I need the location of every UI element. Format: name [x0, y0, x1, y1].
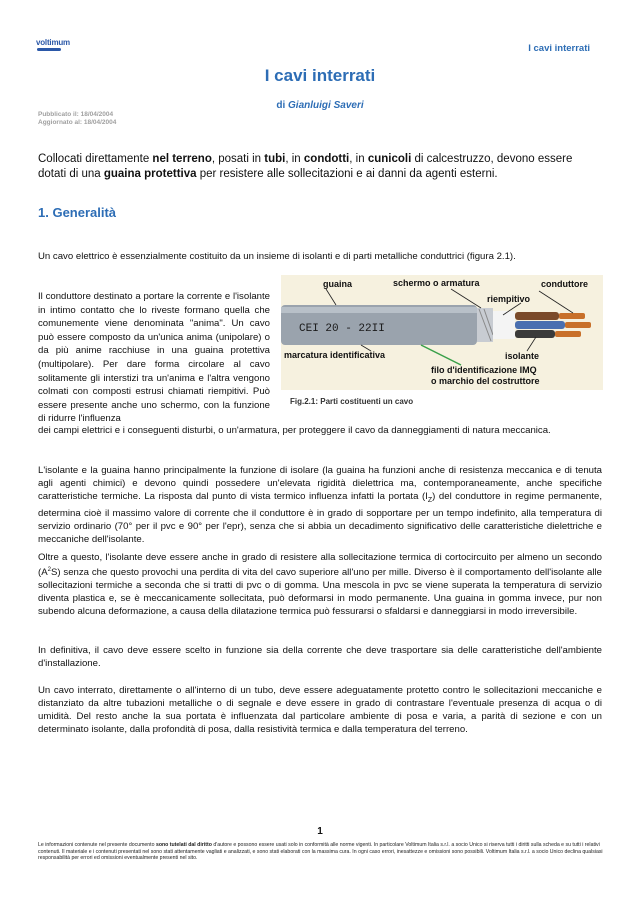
paragraph-6: Un cavo interrato, direttamente o all'interno di un tubo, deve essere adeguatamente protetto contro le sollecitazioni meccaniche e distanziato da altre tubazioni metalliche o di segnale e deve essere in grado di contrastare l'eventuale presenza di acqua o di umidità. Del resto anche la sua portata è influenzata dal particolare ambiente di posa e varia, a parità di sezione e con un determinato isolante, dalla profondità di posa, dalla resistività termica e dalla temperatura del terreno. — [38, 685, 602, 735]
text-run: d'autore e possono essere usati solo in conformità alle norme vigenti. In particolare Voltimum Italia s.r.l. a socio Unico si riserva tutti i diritti sulla scheda e su tutti i relativi contenuti. Il materiale e i contenuti presentati nel sono stati attentamente vagliati e analizzati, e sono stati elaborati con la massima cura. In ogni caso errori, inesattezze e omissioni sono possibili. Voltimum Italia s.r.l. a socio Unico declina qualsiasi responsabilità per errori ed omissioni eventualmente presenti nel sito. — [38, 842, 603, 862]
legal-footer — [38, 842, 603, 862]
sheath-highlight — [281, 307, 477, 313]
text-run: , posati in — [211, 153, 265, 165]
label-schermo: schermo o armatura — [393, 278, 480, 288]
section-heading-generalita: 1. Generalità — [38, 205, 117, 220]
byline-prefix: di — [276, 100, 286, 111]
publication-dates — [38, 111, 116, 127]
cable-figure — [281, 275, 603, 390]
text-run: L'isolante e la guaina hanno principalmente la funzione di isolare (la guaina ha funzioni anche di resistenza meccanica e di tenuta agli agenti chimici) e devono quindi possedere un'elevata rigidità dielettrica ma, contemporaneamente, anche specifiche caratteristiche termiche. La risposta dal punto di vista termico influenza infatti la portata (I — [38, 465, 602, 502]
voltimum-logo: voltimum — [36, 38, 70, 47]
paragraph-1: Un cavo elettrico è essenzialmente costituito da un insieme di isolanti e di parti metalliche conduttrici (figura 2.1). — [38, 251, 516, 262]
text-run: tubi — [264, 153, 286, 165]
paragraph-2: Il conduttore destinato a portare la corrente e l'isolante in intimo contatto che lo riveste formano quella che comunemente viene denominata "anima". Un cavo può essere composto da un'unica anima (unipolare) o da più anime racchiuse in una guaina protettiva (multipolare). Per dare forma circolare al cavo solitamente gli interstizi tra un'anima e l'altra vengono colmati con composti estrusi chiamati riempitivi. Può essere presente anche uno schermo, con la funzione di ridurre l'influenza — [38, 291, 270, 425]
text-run: guaina protettiva — [103, 168, 197, 180]
updated-date: Aggiornato al: 18/04/2004 — [38, 119, 117, 126]
label-filo-2: o marchio del costruttore — [431, 376, 540, 386]
intro-paragraph — [38, 152, 603, 182]
page-number: 1 — [317, 826, 323, 837]
text-run: , in — [349, 153, 368, 165]
text-run: S) senza che questo provochi una perdita di vita del cavo superiore all'uno per mille. Diverso è il comportamento dell'isolante alle sollecitazioni termiche a seconda che si tratti di pvc o di gomma. Una mescola in pvc se viene superata la temperatura di servizio diventa plastica e, se è meccanicamente sollecitata, può deformarsi in modo permanente. Una guaina in gomma invece, pur non subendo alcuna deformazione, a causa della dilatazione termica può fessurarsi o sfaldarsi e danneggiarsi in modo irreversibile. — [38, 567, 602, 618]
text-run: ) del conduttore in regime permanente, determina cioè il massimo valore di corrente che il conduttore è in grado di sopportare per un tempo indefinito, alla temperatura di servizio ordinario (70° per il pvc e 90° per l'epr), senza che si abbia un decadimento significativo delle caratteristiche dielettriche e meccaniche dell'isolante. — [38, 491, 602, 545]
text-run: di calcestruzzo, devono essere dotati di una — [38, 153, 573, 180]
label-marcatura: marcatura identificativa — [284, 350, 386, 360]
paragraph-5: In definitiva, il cavo deve essere scelto in funzione sia della corrente che deve trasportare sia delle caratteristiche dell'ambiente d'installazione. — [38, 645, 602, 669]
text-run: cunicoli — [367, 153, 412, 165]
conductor-1 — [559, 313, 585, 319]
label-riempitivo: riempitivo — [487, 294, 531, 304]
text-run: nel terreno — [152, 153, 212, 165]
logo-underline — [37, 48, 61, 51]
text-run: per resistere alle sollecitazioni e ai danni da agenti esterni. — [196, 168, 498, 180]
cable-filler — [493, 311, 515, 339]
author-name: Gianluigi Saveri — [288, 100, 364, 111]
label-isolante: isolante — [505, 351, 540, 361]
text-run: 2 — [47, 567, 51, 573]
core-brown — [515, 312, 559, 320]
page-title: I cavi interrati — [264, 66, 376, 85]
figure-caption: Fig.2.1: Parti costituenti un cavo — [290, 397, 414, 406]
label-filo-1: filo d'identificazione IMQ — [431, 365, 537, 375]
published-date: Pubblicato il: 18/04/2004 — [38, 111, 114, 118]
text-run: Collocati direttamente — [38, 153, 153, 165]
cable-marking: CEI 20 - 22II — [299, 323, 385, 335]
text-run: Oltre a questo, l'isolante deve essere anche in grado di resistere alla sollecitazione termica di cortocircuito per almeno un secondo (A — [38, 552, 602, 579]
core-black — [515, 330, 555, 338]
paragraph-2-continued: dei campi elettrici e i conseguenti disturbi, o un'armatura, per proteggere il cavo da danneggiamenti di natura meccanica. — [38, 425, 551, 436]
cable-illustration — [281, 275, 603, 390]
text-run: Le informazioni contenute nel presente documento — [38, 842, 156, 848]
text-run: Z — [427, 496, 433, 504]
text-run: condotti — [303, 153, 350, 165]
conductor-2 — [565, 322, 591, 328]
conductor-3 — [555, 331, 581, 337]
paragraph-3 — [38, 464, 602, 546]
byline — [0, 100, 640, 111]
core-blue — [515, 321, 565, 329]
text-run: sono tutelati dal diritto — [155, 842, 212, 848]
label-guaina: guaina — [323, 279, 353, 289]
label-conduttore: conduttore — [541, 279, 588, 289]
text-run: , in — [285, 153, 304, 165]
paragraph-4 — [38, 551, 602, 618]
header-section-label: I cavi interrati — [528, 43, 590, 54]
